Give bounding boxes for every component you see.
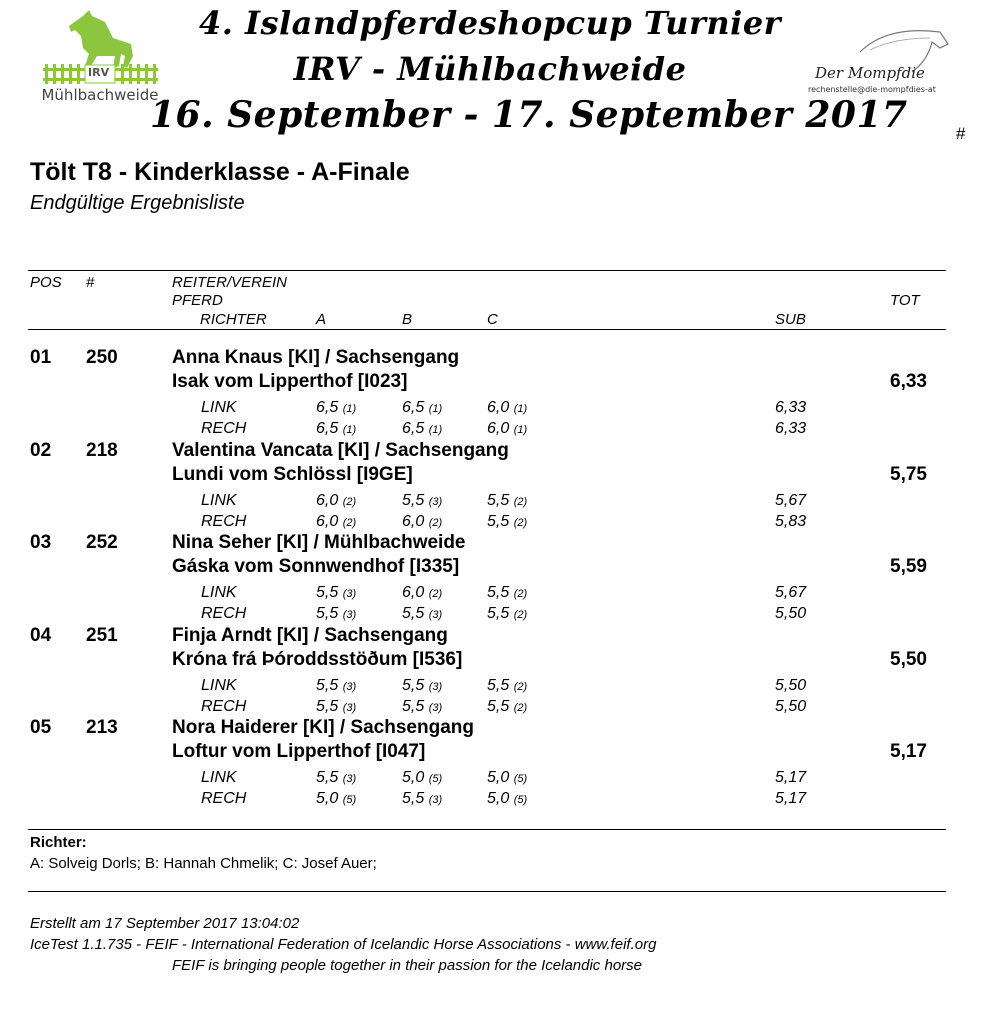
score-value: 5,5 [402,697,425,715]
score-value: 6,5 [316,420,339,437]
judge-row-label: RECH [201,790,247,807]
score-value: 5,5 [316,769,339,786]
judge-row-label: RECH [201,420,247,437]
judge-subtotal: 5,17 [775,769,807,786]
score-value: 5,5 [487,491,510,509]
score-rank: (3) [428,609,443,621]
judge-score-b [402,584,442,602]
result-rider: Nina Seher [KI] / Mühlbachweide [172,532,466,553]
tournament-title: 4. Islandpferdeshopcup Turnier [198,4,782,42]
judge-score-b [402,790,442,808]
judge-subtotal: 5,50 [775,697,807,715]
score-value: 6,0 [316,491,339,509]
result-position: 05 [30,717,52,738]
score-value: 6,5 [316,399,339,416]
header-bottom-rule [28,329,946,330]
result-rider: Anna Knaus [KI] / Sachsengang [172,347,460,368]
judge-score-b [402,698,442,716]
score-value: 5,5 [487,512,510,530]
score-rank: (3) [342,773,357,785]
result-rider: Valentina Vancata [KI] / Sachsengang [172,439,509,461]
judge-score-b [402,492,442,510]
score-value: 6,5 [402,399,425,416]
result-total: 5,50 [890,648,927,670]
judge-row-label: LINK [201,769,237,786]
result-horse: Króna frá Þóroddsstöðum [I536] [172,648,463,670]
result-total: 5,59 [890,556,927,577]
judge-score-c [487,605,527,623]
col-pos: POS [30,274,62,291]
score-rank: (2) [513,701,528,714]
judge-score-a [316,513,356,531]
score-rank: (3) [428,680,443,693]
score-value: 6,0 [402,584,425,601]
score-value: 5,5 [487,697,510,715]
judges-list: A: Solveig Dorls; B: Hannah Chmelik; C: Josef Auer; [30,855,377,872]
judge-score-b [402,513,442,531]
score-rank: (2) [513,588,528,600]
judge-score-a [316,420,356,438]
judge-score-a [316,399,356,417]
col-c: C [487,311,498,328]
footer-bottom-rule [28,891,946,892]
score-rank: (2) [513,680,528,693]
score-value: 5,0 [487,769,510,786]
judge-score-c [487,513,527,531]
col-tot: TOT [890,292,920,309]
judge-score-b [402,420,442,438]
col-b: B [402,311,413,328]
score-rank: (1) [513,424,528,436]
result-horse: Lundi vom Schlössl [I9GE] [172,463,413,485]
logo-badge-text: IRV [88,66,110,79]
header-top-rule [28,270,946,271]
logo-right-email: rechenstelle@die-mompfdies-at [808,85,936,94]
score-rank: (1) [428,424,443,436]
result-rider: Nora Haiderer [KI] / Sachsengang [172,717,474,738]
score-rank: (2) [428,588,443,600]
score-rank: (3) [342,680,357,693]
result-position: 01 [30,347,52,368]
judge-score-b [402,677,442,695]
score-value: 5,0 [316,790,339,807]
score-rank: (5) [513,794,528,806]
score-rank: (2) [513,609,528,621]
result-horse: Isak vom Lipperthof [I023] [172,371,408,392]
result-position: 03 [30,532,52,553]
score-value: 5,5 [402,491,425,509]
score-rank: (5) [428,773,443,785]
result-start-number: 251 [86,624,118,646]
score-value: 5,5 [402,605,425,622]
score-value: 6,0 [487,399,510,416]
footer-top-rule [28,829,946,830]
page-subtitle: Endgültige Ergebnisliste [30,192,245,214]
score-value: 6,0 [402,512,425,530]
col-num: # [86,274,95,291]
judge-subtotal: 5,67 [775,584,807,601]
judge-subtotal: 6,33 [775,420,807,437]
score-rank: (1) [513,403,528,415]
score-rank: (3) [342,701,357,714]
judge-score-c [487,769,527,787]
result-position: 04 [30,624,52,646]
page-title: Tölt T8 - Kinderklasse - A-Finale [30,158,410,186]
result-rider: Finja Arndt [KI] / Sachsengang [172,624,448,646]
judge-score-c [487,420,527,438]
score-value: 5,5 [487,605,510,622]
judge-row-label: RECH [201,605,247,622]
judge-score-a [316,584,356,602]
judge-subtotal: 5,50 [775,676,807,694]
judge-score-a [316,769,356,787]
result-total: 5,75 [890,463,927,485]
score-rank: (1) [342,424,357,436]
score-value: 5,5 [402,676,425,694]
col-a: A [316,311,327,328]
tournament-venue: IRV - Mühlbachweide [293,50,687,88]
col-judge: RICHTER [200,311,267,328]
score-rank: (3) [428,701,443,714]
score-rank: (2) [428,516,443,529]
result-horse: Gáska vom Sonnwendhof [I335] [172,556,460,577]
score-rank: (2) [513,495,528,508]
score-rank: (5) [513,773,528,785]
judge-score-a [316,677,356,695]
judge-score-a [316,492,356,510]
result-start-number: 250 [86,347,118,368]
score-rank: (5) [342,794,357,806]
score-value: 5,5 [316,584,339,601]
score-value: 5,5 [316,605,339,622]
score-value: 5,5 [316,676,339,694]
judge-row-label: LINK [201,399,237,416]
feif-slogan: FEIF is bringing people together in their passion for the Icelandic horse [172,957,642,974]
judge-score-c [487,492,527,510]
judge-score-c [487,399,527,417]
col-rider: REITER/VEREIN [172,274,288,291]
score-value: 6,0 [316,512,339,530]
score-rank: (1) [428,403,443,415]
judge-row-label: LINK [201,584,237,601]
judge-score-a [316,790,356,808]
judge-score-c [487,790,527,808]
score-value: 6,0 [487,420,510,437]
judge-score-a [316,605,356,623]
software-credit: IceTest 1.1.735 - FEIF - International Federation of Icelandic Horse Associations - www.feif.org [30,936,657,953]
score-rank: (1) [342,403,357,415]
score-rank: (2) [513,516,528,529]
result-position: 02 [30,439,52,461]
logo-right-label: Der Mompfdie [815,64,925,82]
score-value: 6,5 [402,420,425,437]
judge-row-label: LINK [201,676,237,694]
judge-subtotal: 5,50 [775,605,807,622]
score-rank: (2) [342,495,357,508]
result-horse: Loftur vom Lipperthof [I047] [172,741,426,762]
result-start-number: 218 [86,439,118,461]
score-rank: (2) [342,516,357,529]
created-timestamp: Erstellt am 17 September 2017 13:04:02 [30,915,300,932]
judge-score-a [316,698,356,716]
judge-subtotal: 6,33 [775,399,807,416]
score-rank: (3) [428,495,443,508]
judge-score-b [402,605,442,623]
judge-row-label: RECH [201,697,247,715]
judge-score-b [402,769,442,787]
judge-row-label: LINK [201,491,237,509]
judge-score-b [402,399,442,417]
result-total: 5,17 [890,741,927,762]
score-value: 5,5 [402,790,425,807]
score-value: 5,0 [402,769,425,786]
result-total: 6,33 [890,371,927,392]
result-start-number: 213 [86,717,118,738]
score-value: 5,5 [316,697,339,715]
judge-score-c [487,677,527,695]
score-value: 5,5 [487,676,510,694]
logo-left-label: Mühlbachweide [41,86,159,104]
col-sub: SUB [775,311,806,328]
score-rank: (3) [342,609,357,621]
score-value: 5,0 [487,790,510,807]
score-rank: (3) [428,794,443,806]
tournament-dates: 16. September - 17. September 2017 [150,94,908,136]
judge-score-c [487,698,527,716]
col-horse: PFERD [172,292,223,309]
score-value: 5,5 [487,584,510,601]
judges-label: Richter: [30,834,87,851]
judge-subtotal: 5,17 [775,790,807,807]
score-rank: (3) [342,588,357,600]
judge-subtotal: 5,83 [775,512,807,530]
hash-mark: # [956,124,966,143]
result-start-number: 252 [86,532,118,553]
judge-subtotal: 5,67 [775,491,807,509]
judge-row-label: RECH [201,512,247,530]
judge-score-c [487,584,527,602]
